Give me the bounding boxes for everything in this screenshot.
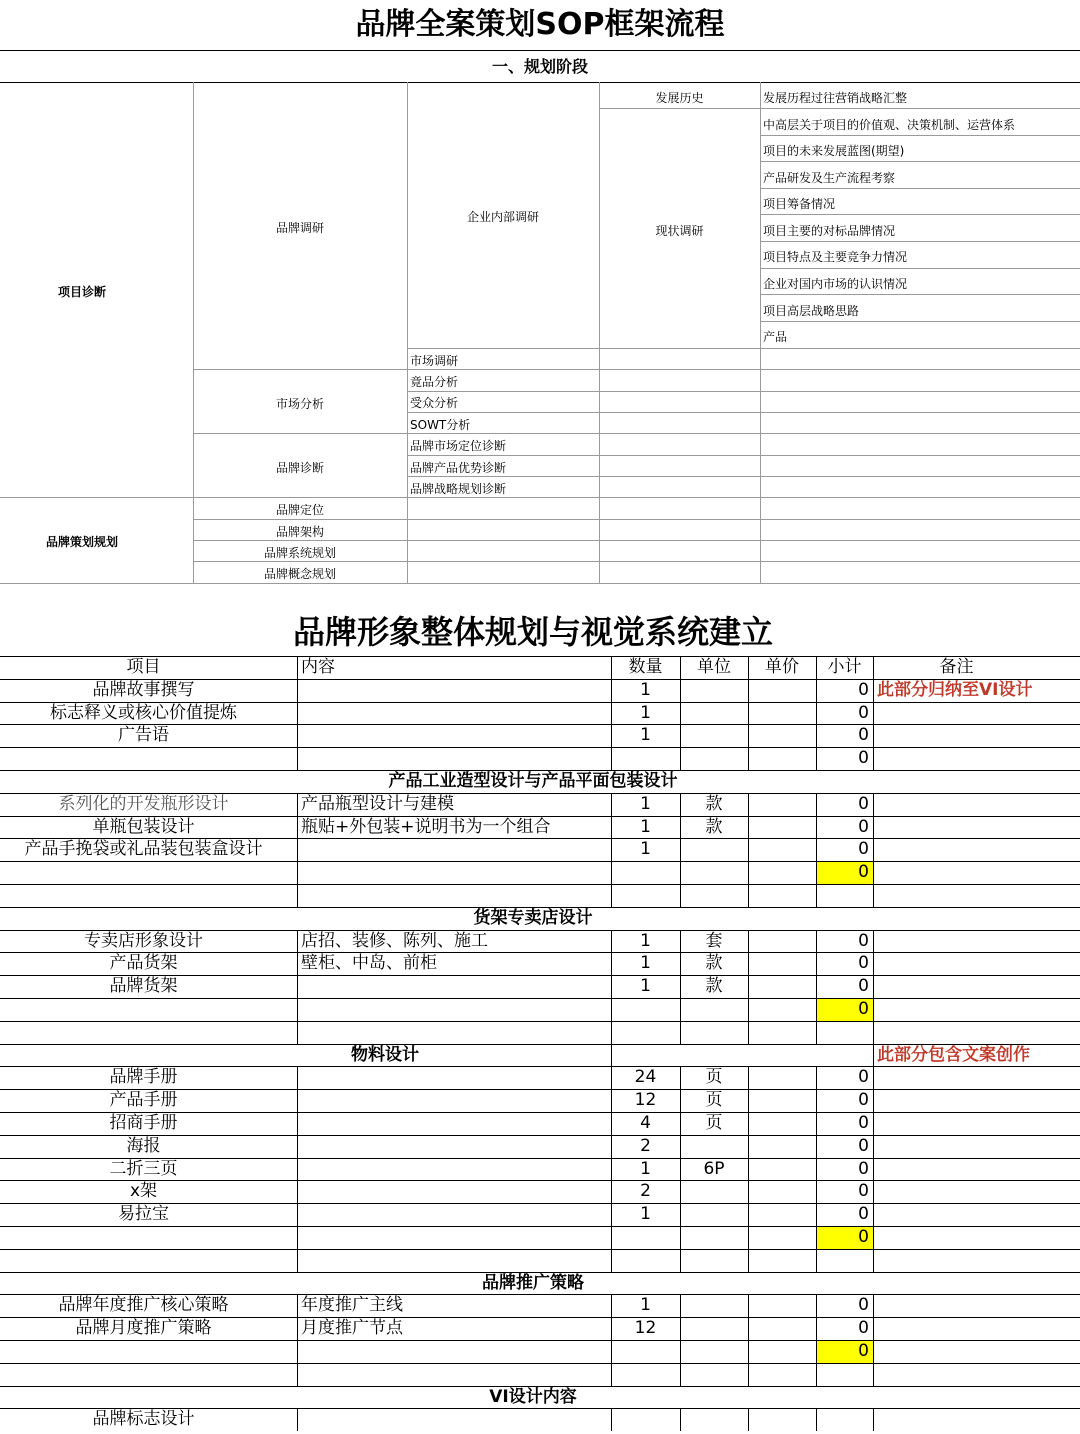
col-line bbox=[873, 1044, 874, 1067]
header-note: 备注 bbox=[939, 657, 974, 677]
label-brand-research: 品牌调研 bbox=[275, 221, 324, 235]
col-line bbox=[873, 1021, 874, 1044]
plan-table bbox=[0, 656, 1080, 1434]
row-line bbox=[0, 1340, 1080, 1341]
label-brand-positioning: 品牌定位 bbox=[275, 503, 324, 517]
col-line bbox=[816, 1249, 817, 1272]
col-line bbox=[297, 1021, 298, 1044]
label-market-analysis: 市场分析 bbox=[275, 397, 324, 411]
col-line bbox=[297, 861, 298, 884]
item-subtotal: 0 bbox=[858, 703, 869, 723]
row-line bbox=[0, 1363, 1080, 1364]
label-status-research: 现状调研 bbox=[655, 224, 704, 238]
col-line bbox=[680, 1135, 681, 1158]
item-subtotal: 0 bbox=[858, 817, 869, 837]
row-line bbox=[0, 998, 1080, 999]
col-line bbox=[873, 998, 874, 1021]
item-subtotal: 0 bbox=[858, 1159, 869, 1179]
col-line bbox=[297, 702, 298, 725]
item-qty: 2 bbox=[640, 1181, 651, 1201]
col-line bbox=[297, 952, 298, 975]
item-name: 产品手挽袋或礼品装包装盒设计 bbox=[24, 839, 263, 859]
item-content: 产品瓶型设计与建模 bbox=[301, 794, 454, 814]
item-name: 品牌年度推广核心策略 bbox=[58, 1295, 229, 1315]
col-line bbox=[680, 1021, 681, 1044]
item-unit: 页 bbox=[705, 1067, 723, 1087]
col-line bbox=[748, 702, 749, 725]
stage-title: 一、规划阶段 bbox=[491, 57, 588, 76]
col-line bbox=[680, 1180, 681, 1203]
col-line bbox=[680, 884, 681, 907]
item-subtotal: 0 bbox=[858, 953, 869, 973]
col-line bbox=[611, 884, 612, 907]
col-line bbox=[873, 1363, 874, 1386]
col-line bbox=[611, 747, 612, 770]
item-unit: 款 bbox=[705, 817, 723, 837]
col-line bbox=[873, 930, 874, 953]
item-unit: 套 bbox=[705, 931, 723, 951]
col-line bbox=[748, 1021, 749, 1044]
item-unit: 页 bbox=[705, 1090, 723, 1110]
col-line bbox=[297, 930, 298, 953]
col-line bbox=[816, 1021, 817, 1044]
item-qty: 1 bbox=[640, 953, 651, 973]
col-line bbox=[297, 1066, 298, 1089]
item-qty: 2 bbox=[640, 1136, 651, 1156]
col-line bbox=[748, 1203, 749, 1226]
col-line bbox=[748, 1089, 749, 1112]
col-line bbox=[611, 1249, 612, 1272]
item-qty: 1 bbox=[640, 931, 651, 951]
col-line bbox=[680, 1294, 681, 1317]
col-line bbox=[297, 1226, 298, 1249]
item-name: 品牌标志设计 bbox=[92, 1409, 195, 1429]
col-line bbox=[748, 861, 749, 884]
col-line bbox=[297, 1158, 298, 1181]
item-subtotal: 0 bbox=[858, 1227, 869, 1247]
col-line bbox=[873, 816, 874, 839]
col-line bbox=[873, 975, 874, 998]
col-line bbox=[680, 1363, 681, 1386]
item-unit: 款 bbox=[705, 953, 723, 973]
col-line bbox=[748, 747, 749, 770]
col-line bbox=[816, 1408, 817, 1431]
label-market-position-diag: 品牌市场定位诊断 bbox=[410, 439, 507, 453]
header-qty: 数量 bbox=[628, 657, 663, 677]
detail-8: 项目高层战略思路 bbox=[763, 304, 860, 318]
col-line bbox=[297, 975, 298, 998]
col-line bbox=[297, 1294, 298, 1317]
col-line bbox=[873, 1180, 874, 1203]
col-line bbox=[748, 1340, 749, 1363]
label-competitor-analysis: 竟品分析 bbox=[410, 375, 459, 389]
col-line bbox=[297, 1363, 298, 1386]
item-subtotal: 0 bbox=[858, 1204, 869, 1224]
col-line bbox=[611, 1044, 612, 1067]
col-line bbox=[873, 1294, 874, 1317]
item-qty: 1 bbox=[640, 703, 651, 723]
label-brand-diagnosis: 品牌诊断 bbox=[275, 461, 324, 475]
col-line bbox=[873, 861, 874, 884]
item-unit: 款 bbox=[705, 976, 723, 996]
col-line bbox=[748, 1408, 749, 1431]
col-line bbox=[297, 1317, 298, 1340]
item-subtotal: 0 bbox=[858, 1090, 869, 1110]
item-qty: 1 bbox=[640, 1295, 651, 1315]
section-title: 货架专卖店设计 bbox=[473, 908, 593, 928]
item-name: 品牌月度推广策略 bbox=[75, 1318, 212, 1338]
detail-9: 产品 bbox=[763, 330, 788, 344]
col-line bbox=[748, 793, 749, 816]
col-line bbox=[873, 1112, 874, 1135]
item-subtotal: 0 bbox=[858, 1181, 869, 1201]
col-line bbox=[748, 1066, 749, 1089]
sop-title: 品牌全案策划SOP框架流程 bbox=[355, 7, 725, 42]
col-line bbox=[680, 1249, 681, 1272]
col-line bbox=[297, 816, 298, 839]
item-qty: 1 bbox=[640, 680, 651, 700]
col-line bbox=[873, 1408, 874, 1431]
col-line bbox=[873, 1066, 874, 1089]
item-subtotal: 0 bbox=[858, 680, 869, 700]
col-line bbox=[680, 1408, 681, 1431]
detail-7: 企业对国内市场的认识情况 bbox=[763, 277, 908, 291]
col-line bbox=[611, 1408, 612, 1431]
item-subtotal: 0 bbox=[858, 1113, 869, 1133]
item-subtotal: 0 bbox=[858, 931, 869, 951]
item-content: 瓶贴+外包装+说明书为一个组合 bbox=[301, 817, 551, 837]
col-line bbox=[611, 1363, 612, 1386]
item-unit: 6P bbox=[703, 1159, 725, 1179]
item-qty: 12 bbox=[634, 1090, 657, 1110]
item-name: 易拉宝 bbox=[118, 1204, 169, 1224]
col-line bbox=[297, 1203, 298, 1226]
item-content: 月度推广节点 bbox=[301, 1318, 403, 1338]
label-brand-system: 品牌系统规划 bbox=[263, 546, 336, 560]
row-line bbox=[0, 1021, 1080, 1022]
item-name: 产品货架 bbox=[109, 953, 178, 973]
row-line bbox=[0, 1249, 1080, 1250]
item-subtotal: 0 bbox=[858, 839, 869, 859]
col-line bbox=[297, 656, 298, 679]
label-product-advantage-diag: 品牌产品优势诊断 bbox=[410, 461, 507, 475]
col-line bbox=[748, 952, 749, 975]
col-line bbox=[297, 1249, 298, 1272]
item-name: 品牌故事撰写 bbox=[92, 680, 195, 700]
col-line bbox=[816, 656, 817, 679]
col-line bbox=[680, 1340, 681, 1363]
col-line bbox=[297, 1089, 298, 1112]
col-line bbox=[748, 656, 749, 679]
col-line bbox=[816, 884, 817, 907]
col-line bbox=[297, 793, 298, 816]
item-name: 产品手册 bbox=[109, 1090, 178, 1110]
col-line bbox=[611, 1021, 612, 1044]
item-name: 品牌货架 bbox=[109, 976, 178, 996]
detail-2: 项目的未来发展蓝图(期望) bbox=[763, 144, 905, 158]
col-line bbox=[873, 724, 874, 747]
col-line bbox=[873, 1249, 874, 1272]
col-line bbox=[297, 884, 298, 907]
col-line bbox=[748, 1112, 749, 1135]
item-qty: 1 bbox=[640, 839, 651, 859]
col-line bbox=[873, 793, 874, 816]
col-line bbox=[297, 724, 298, 747]
item-subtotal: 0 bbox=[858, 725, 869, 745]
row-line bbox=[0, 747, 1080, 748]
label-brand-concept: 品牌概念规划 bbox=[263, 567, 336, 581]
item-name: x架 bbox=[129, 1181, 158, 1201]
item-name: 单瓶包装设计 bbox=[92, 817, 195, 837]
item-qty: 1 bbox=[640, 725, 651, 745]
item-subtotal: 0 bbox=[858, 999, 869, 1019]
item-qty: 24 bbox=[634, 1067, 657, 1087]
row-line bbox=[0, 1226, 1080, 1227]
col-line bbox=[873, 1158, 874, 1181]
col-line bbox=[611, 656, 612, 679]
col-line bbox=[873, 679, 874, 702]
header-content: 内容 bbox=[301, 657, 335, 677]
col-line bbox=[611, 1340, 612, 1363]
col-line bbox=[748, 1249, 749, 1272]
label-history: 发展历史 bbox=[655, 91, 704, 105]
detail-1: 中高层关于项目的价值观、决策机制、运营体系 bbox=[763, 118, 1016, 132]
header-price: 单价 bbox=[765, 657, 799, 677]
note-text: 此部分归纳至VI设计 bbox=[877, 680, 1033, 700]
col-line bbox=[873, 656, 874, 679]
item-content: 壁柜、中岛、前柜 bbox=[301, 953, 437, 973]
col-line bbox=[611, 998, 612, 1021]
col-line bbox=[873, 952, 874, 975]
item-name: 系列化的开发瓶形设计 bbox=[58, 794, 229, 814]
section-title: 物料设计 bbox=[351, 1045, 419, 1065]
section-title: 品牌推广策略 bbox=[482, 1273, 584, 1293]
col-line bbox=[297, 1340, 298, 1363]
label-brand-architecture: 品牌架构 bbox=[275, 525, 324, 539]
item-qty: 12 bbox=[634, 1318, 657, 1338]
label-audience-analysis: 受众分析 bbox=[410, 396, 459, 410]
section-title: 产品工业造型设计与产品平面包装设计 bbox=[388, 771, 678, 791]
item-qty: 4 bbox=[640, 1113, 651, 1133]
col-line bbox=[748, 1363, 749, 1386]
col-line bbox=[748, 1294, 749, 1317]
label-brand-planning: 品牌策划规划 bbox=[45, 535, 118, 549]
item-subtotal: 0 bbox=[858, 1341, 869, 1361]
item-qty: 1 bbox=[640, 794, 651, 814]
item-subtotal: 0 bbox=[858, 1136, 869, 1156]
col-line bbox=[297, 1135, 298, 1158]
item-name: 广告语 bbox=[118, 725, 169, 745]
col-line bbox=[680, 1203, 681, 1226]
col-line bbox=[748, 838, 749, 861]
col-line bbox=[680, 724, 681, 747]
col-line bbox=[873, 1135, 874, 1158]
item-name: 专卖店形象设计 bbox=[84, 931, 203, 951]
col-line bbox=[611, 861, 612, 884]
item-subtotal: 0 bbox=[858, 1067, 869, 1087]
item-subtotal: 0 bbox=[858, 976, 869, 996]
col-line bbox=[748, 998, 749, 1021]
col-line bbox=[748, 1317, 749, 1340]
col-line bbox=[680, 998, 681, 1021]
col-line bbox=[297, 838, 298, 861]
col-line bbox=[680, 702, 681, 725]
label-project-diagnosis: 项目诊断 bbox=[57, 285, 106, 299]
col-line bbox=[873, 1340, 874, 1363]
col-line bbox=[297, 679, 298, 702]
detail-0: 发展历程过往营销战略汇整 bbox=[763, 91, 908, 105]
detail-5: 项目主要的对标品牌情况 bbox=[763, 224, 896, 238]
col-line bbox=[873, 747, 874, 770]
col-line bbox=[873, 702, 874, 725]
col-line bbox=[680, 747, 681, 770]
row-line bbox=[0, 861, 1080, 862]
col-line bbox=[297, 747, 298, 770]
col-line bbox=[680, 656, 681, 679]
row-line bbox=[0, 884, 1080, 885]
item-subtotal: 0 bbox=[858, 1318, 869, 1338]
item-subtotal: 0 bbox=[858, 862, 869, 882]
col-line bbox=[297, 1408, 298, 1431]
col-line bbox=[873, 838, 874, 861]
col-line bbox=[748, 975, 749, 998]
item-name: 二折三页 bbox=[109, 1159, 178, 1179]
item-unit: 款 bbox=[705, 794, 723, 814]
col-line bbox=[873, 1317, 874, 1340]
item-qty: 1 bbox=[640, 1159, 651, 1179]
item-qty: 1 bbox=[640, 976, 651, 996]
label-internal-research: 企业内部调研 bbox=[466, 210, 539, 224]
col-line bbox=[873, 1203, 874, 1226]
col-line bbox=[748, 816, 749, 839]
header-unit: 单位 bbox=[697, 657, 731, 677]
item-name: 标志释义或核心价值提炼 bbox=[50, 703, 237, 723]
label-strategy-diag: 品牌战略规划诊断 bbox=[410, 482, 507, 496]
col-line bbox=[680, 838, 681, 861]
item-subtotal: 0 bbox=[858, 748, 869, 768]
note-text: 此部分包含文案创作 bbox=[877, 1045, 1030, 1065]
item-qty: 1 bbox=[640, 817, 651, 837]
item-content: 年度推广主线 bbox=[301, 1295, 403, 1315]
col-line bbox=[611, 1226, 612, 1249]
item-name: 招商手册 bbox=[109, 1113, 178, 1133]
col-line bbox=[748, 679, 749, 702]
plan-title: 品牌形象整体规划与视觉系统建立 bbox=[292, 613, 773, 651]
col-line bbox=[748, 1135, 749, 1158]
col-line bbox=[748, 1180, 749, 1203]
col-line bbox=[297, 1180, 298, 1203]
col-line bbox=[297, 1112, 298, 1135]
item-content: 店招、装修、陈列、施工 bbox=[301, 931, 488, 951]
item-qty: 1 bbox=[640, 1204, 651, 1224]
detail-3: 产品研发及生产流程考察 bbox=[763, 171, 896, 185]
label-market-research: 市场调研 bbox=[410, 354, 459, 368]
col-line bbox=[748, 1158, 749, 1181]
col-line bbox=[748, 884, 749, 907]
item-name: 海报 bbox=[126, 1136, 161, 1156]
item-subtotal: 0 bbox=[858, 1295, 869, 1315]
col-line bbox=[297, 998, 298, 1021]
row-line bbox=[0, 656, 1080, 657]
col-line bbox=[748, 724, 749, 747]
col-line bbox=[873, 884, 874, 907]
col-line bbox=[680, 861, 681, 884]
section-title: VI设计内容 bbox=[489, 1387, 577, 1407]
label-sowt-analysis: SOWT分析 bbox=[410, 418, 471, 432]
item-unit: 页 bbox=[705, 1113, 723, 1133]
col-line bbox=[816, 1363, 817, 1386]
col-line bbox=[873, 1226, 874, 1249]
col-line bbox=[873, 1089, 874, 1112]
col-line bbox=[680, 1317, 681, 1340]
header-item: 项目 bbox=[126, 657, 161, 677]
col-line bbox=[680, 1226, 681, 1249]
col-line bbox=[680, 679, 681, 702]
item-name: 品牌手册 bbox=[109, 1067, 178, 1087]
detail-6: 项目特点及主要竞争力情况 bbox=[763, 250, 908, 264]
item-subtotal: 0 bbox=[858, 794, 869, 814]
header-subtotal: 小计 bbox=[827, 657, 862, 677]
col-line bbox=[748, 930, 749, 953]
detail-4: 项目筹备情况 bbox=[763, 197, 836, 211]
col-line bbox=[748, 1226, 749, 1249]
